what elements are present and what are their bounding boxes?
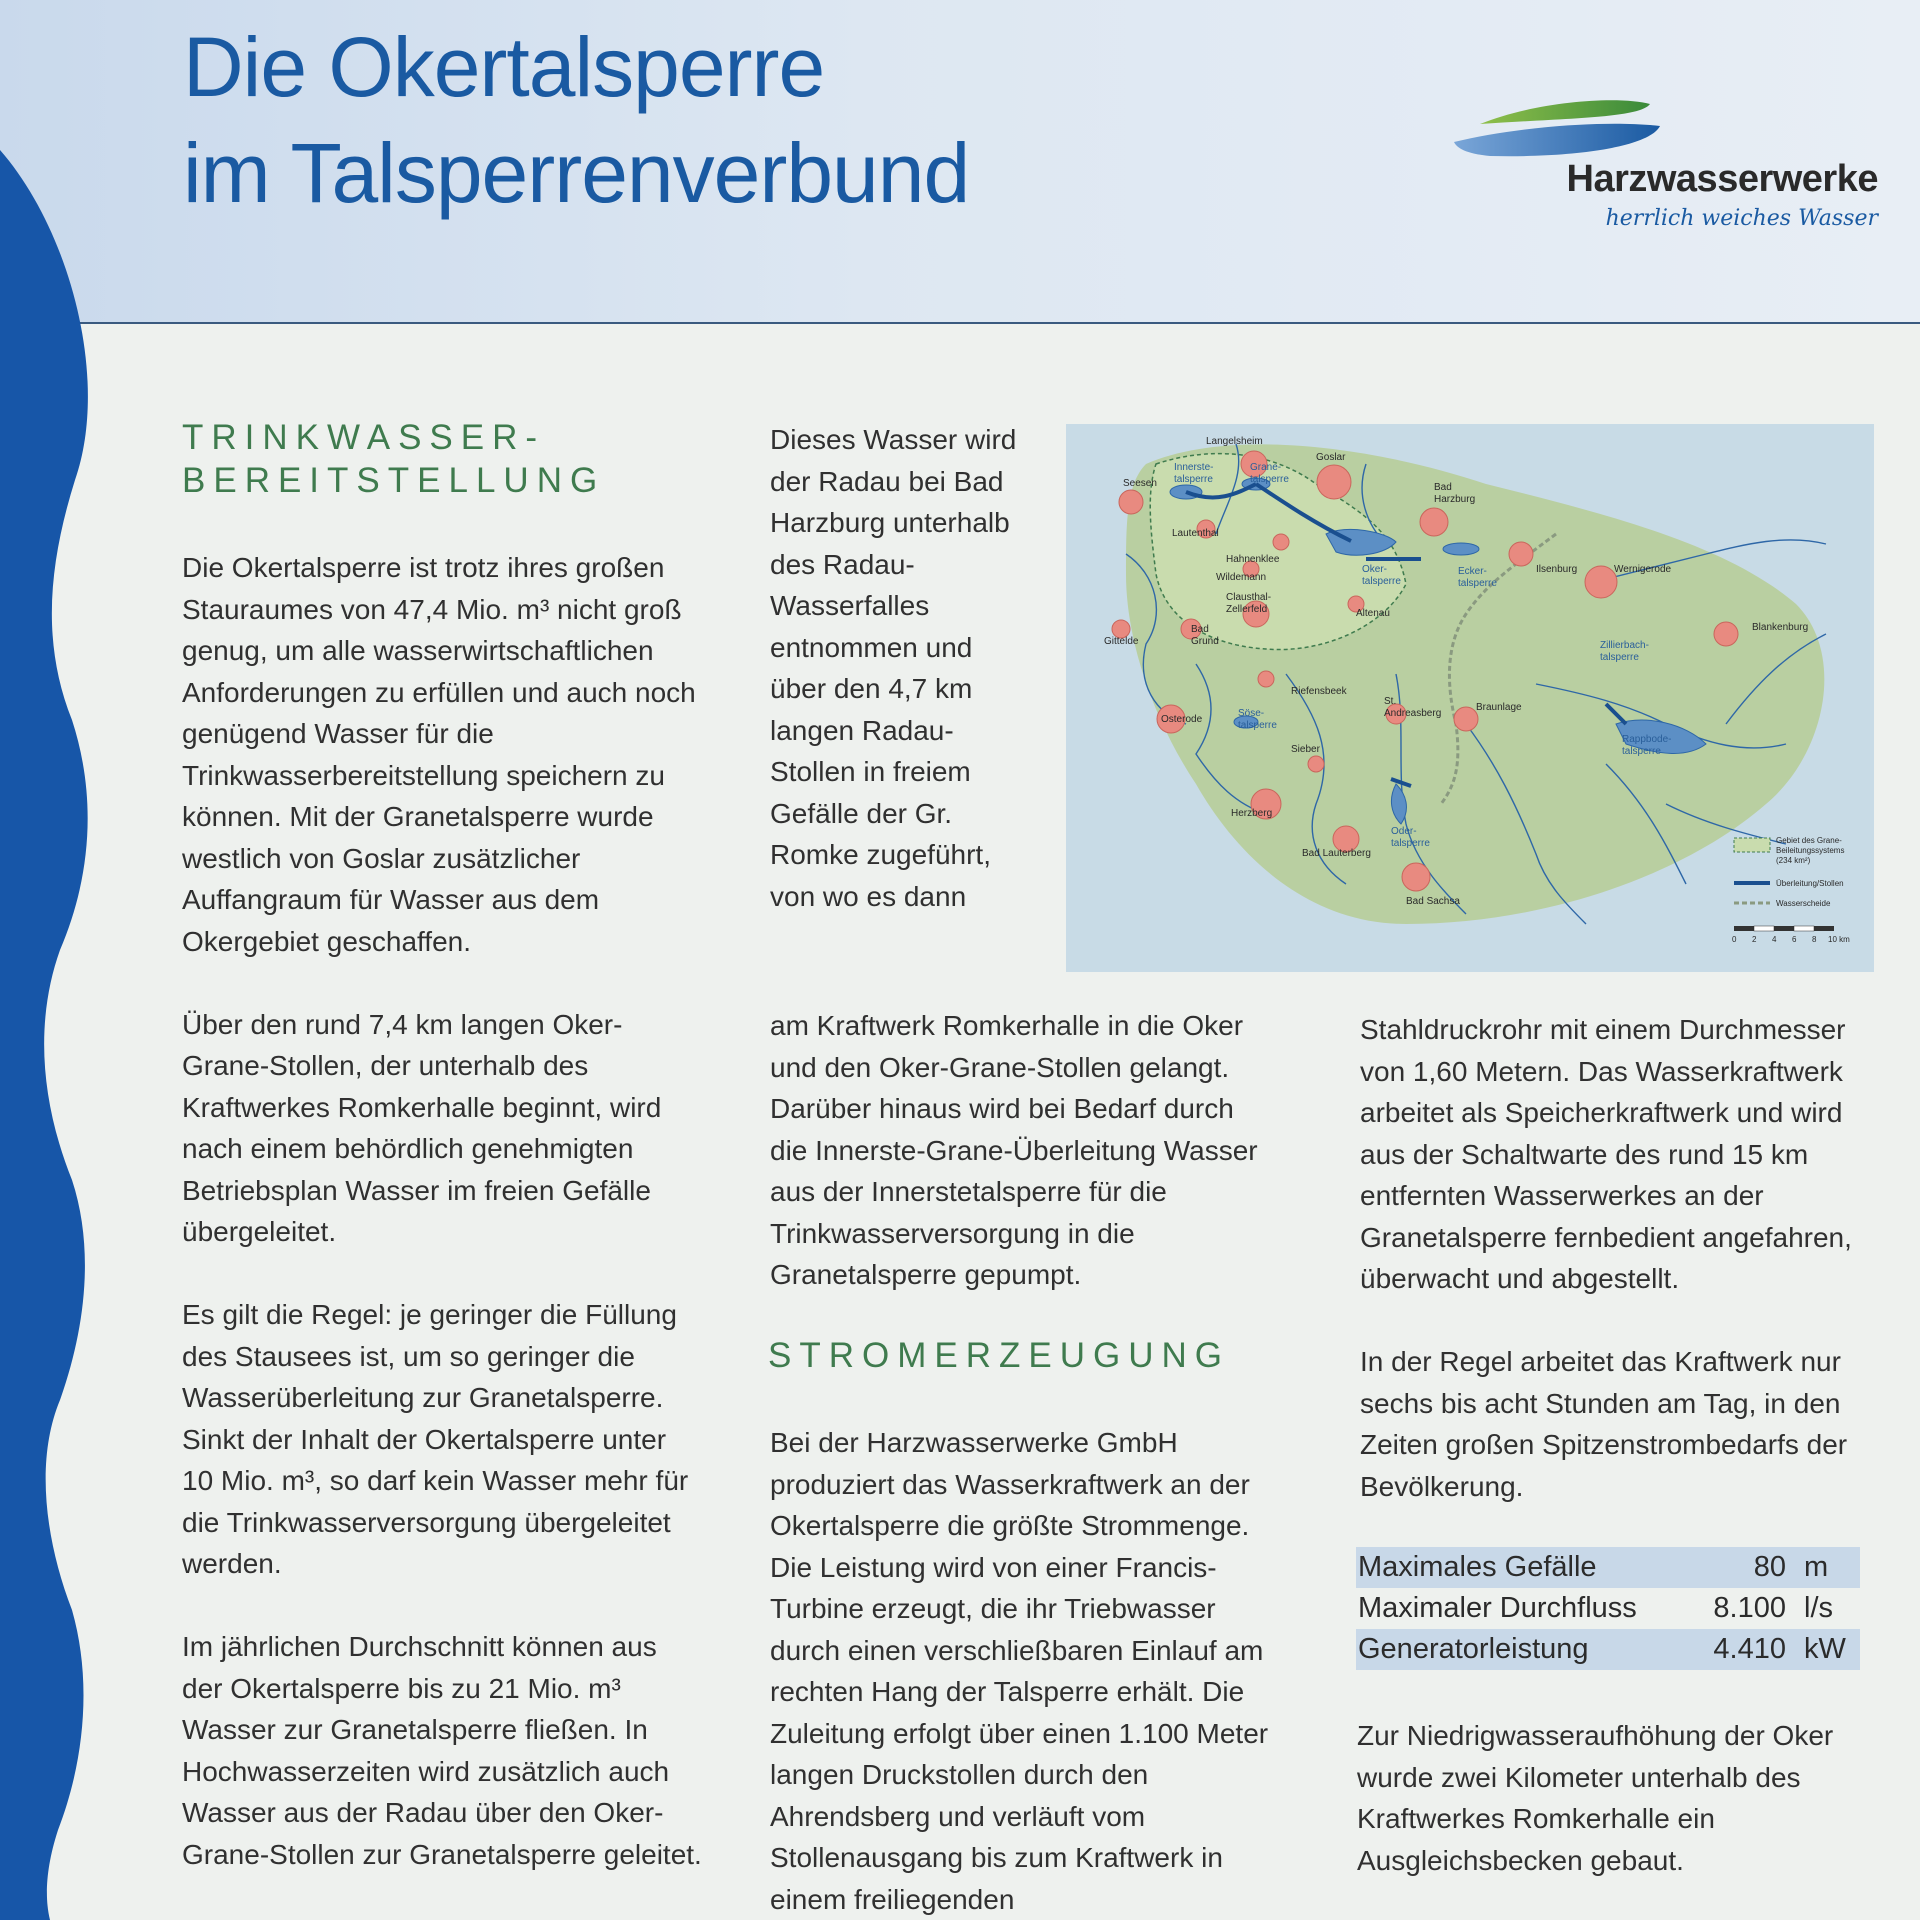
page-title <box>183 14 969 226</box>
logo-wordmark: Harzwasserwerke <box>1566 158 1878 200</box>
map-label-osterode: Osterode <box>1161 714 1203 725</box>
map-label-goslar: Goslar <box>1316 452 1346 463</box>
map-label-grane: Grane-talsperre <box>1250 462 1289 485</box>
legend-area-swatch <box>1734 838 1770 852</box>
title-line-1: Die Okertalsperre <box>183 20 825 114</box>
paragraph: Die Okertalsperre ist trotz ihres großen Stauraumes von 47,4 Mio. m³ nicht groß genug, um alle wasserwirtschaftlichen Anforderungen zu erfüllen und auch noch genügend Wasser für die Trinkwasserbereitstellung speichern zu können. Mit der Granetalsperre wurde westlich von Goslar zusätzlicher Auffangraum für Wasser aus dem Okergebiet geschaffen. <box>182 552 696 957</box>
map-label-ecker: Ecker-talsperre <box>1458 566 1497 589</box>
map-label-clausthal: Clausthal-Zellerfeld <box>1226 592 1272 615</box>
scale-tick: 0 <box>1732 935 1737 944</box>
spec-unit: kW <box>1804 1633 1846 1665</box>
map-label-bad-harzburg: Bad Harzburg <box>1434 482 1476 505</box>
paragraph: Es gilt die Regel: je geringer die Füllung des Stausees ist, um so geringer die Wasserüberleitung zur Granetalsperre. Sinkt der Inhalt der Okertalsperre unter 10 Mio. m³, so darf kein Wasser mehr für die Trinkwasserversorgung übergeleitet werden. <box>182 1299 689 1579</box>
header-divider <box>0 322 1920 324</box>
map-label-soese: Söse-talsperre <box>1238 708 1277 731</box>
scale-bar <box>1734 926 1834 931</box>
text-column-3-bottom <box>1357 1715 1877 1881</box>
map-label-hahnenklee: Hahnenklee <box>1226 554 1280 565</box>
scale-tick: 10 km <box>1828 935 1850 944</box>
map-label-wildemann: Wildemann <box>1216 572 1267 583</box>
text-column-1 <box>182 547 702 1917</box>
map-label-altenau: Altenau <box>1356 608 1390 619</box>
paragraph: In der Regel arbeitet das Kraftwerk nur sechs bis acht Stunden am Tag, in den Zeiten großen Spitzenstrombedarfs der Bevölkerung. <box>1360 1346 1848 1502</box>
map-label-langelsheim: Langelsheim <box>1206 436 1263 447</box>
heading-line-2: BEREITSTELLUNG <box>182 461 606 500</box>
text-column-2-lower <box>770 1422 1270 1920</box>
legend-watershed-label: Wasserscheide <box>1776 899 1831 908</box>
text-column-2-narrow <box>770 419 1030 917</box>
paragraph: Zur Niedrigwasseraufhöhung der Oker wurde zwei Kilometer unterhalb des Kraftwerkes Romkerhalle ein Ausgleichsbecken gebaut. <box>1357 1720 1834 1876</box>
map-label-innerste: Innerste-talsperre <box>1174 462 1214 485</box>
map-label-herzberg: Herzberg <box>1231 808 1273 819</box>
section-heading-stromerzeugung: STROMERZEUGUNG <box>768 1336 1230 1375</box>
map-label-riefensbeek: Riefensbeek <box>1291 686 1347 697</box>
reservoir-network-map <box>1066 424 1874 972</box>
map-label-gittelde: Gittelde <box>1104 636 1139 647</box>
spec-unit: l/s <box>1804 1592 1833 1624</box>
scale-tick: 8 <box>1812 935 1817 944</box>
legend-area-label: Gebiet des Grane-Beileitungssystems (234 km²) <box>1776 836 1845 865</box>
map-label-oker: Oker-talsperre <box>1362 564 1401 587</box>
map-label-braunlage: Braunlage <box>1476 702 1522 713</box>
map-label-blankenburg: Blankenburg <box>1752 622 1809 633</box>
map-label-rappbode: Rappbode-talsperre <box>1622 734 1672 757</box>
map-label-oder: Oder-talsperre <box>1391 826 1430 849</box>
map-label-seesen: Seesen <box>1123 478 1157 489</box>
text-column-3-middle <box>1360 1341 1880 1507</box>
paragraph: Bei der Harzwasserwerke GmbH produziert das Wasserkraftwerk an der Okertalsperre die größte Strommenge. Die Leistung wird von einer Francis-Turbine erzeugt, die ihr Triebwasser durch einen verschließbaren Einlauf am rechten Hang der Talsperre erhält. Die Zuleitung erfolgt über einen 1.100 Meter langen Druckstollen durch den Ahrendsberg und verläuft vom Stollenausgang bis zum Kraftwerk in einem freiliegenden <box>770 1427 1269 1915</box>
wave-decoration <box>0 0 100 1920</box>
spec-value: 8.100 <box>1713 1592 1786 1624</box>
paragraph: am Kraftwerk Romkerhalle in die Oker und den Oker-Grane-Stollen gelangt. Darüber hinaus wird bei Bedarf durch die Innerste-Grane-Überleitung Wasser aus der Innerstetalsperre für die Trinkwasserversorgung in die Granetalsperre gepumpt. <box>770 1010 1258 1290</box>
spec-row <box>1356 1588 1860 1629</box>
map-label-bad-sachsa: Bad Sachsa <box>1406 896 1460 907</box>
map-graphic <box>1066 424 1874 972</box>
spec-table <box>1356 1547 1860 1670</box>
paragraph: Dieses Wasser wird der Radau bei Bad Harzburg unterhalb des Radau-Wasserfalles entnommen und über den 4,7 km langen Radau-Stollen in freiem Gefälle der Gr. Romke zugeführt, von wo es dann <box>770 424 1017 912</box>
section-heading-trinkwasser <box>182 416 605 502</box>
spec-row <box>1356 1629 1860 1670</box>
scale-tick: 4 <box>1772 935 1777 944</box>
paragraph: Über den rund 7,4 km langen Oker-Grane-Stollen, der unterhalb des Kraftwerkes Romkerhalle beginnt, wird nach einem behördlich genehmigten Betriebsplan Wasser im freien Gefälle übergeleitet. <box>182 1008 662 1247</box>
map-label-bad-lauterberg: Bad Lauterberg <box>1302 848 1371 859</box>
title-line-2: im Talsperrenverbund <box>183 126 970 220</box>
scale-tick: 6 <box>1792 935 1797 944</box>
logo-tagline: herrlich weiches Wasser <box>1605 206 1878 231</box>
map-label-ilsenburg: Ilsenburg <box>1536 564 1578 575</box>
legend-tunnel-label: Überleitung/Stollen <box>1776 879 1844 888</box>
spec-label: Maximales Gefälle <box>1358 1551 1597 1583</box>
spec-row <box>1356 1547 1860 1588</box>
paragraph: Stahldruckrohr mit einem Durchmesser von 1,60 Metern. Das Wasserkraftwerk arbeitet als Speicherkraftwerk und wird aus der Schaltwarte des rund 15 km entfernten Wasserwerkes an der Granetalsperre fernbedient angefahren, überwacht und abgestellt. <box>1360 1014 1852 1294</box>
paragraph: Im jährlichen Durchschnitt können aus der Okertalsperre bis zu 21 Mio. m³ Wasser zur Granetalsperre fließen. In Hochwasserzeiten wird zusätzlich auch Wasser aus der Radau über den Oker-Grane-Stollen zur Granetalsperre geleitet. <box>182 1631 702 1870</box>
spec-label: Generatorleistung <box>1358 1633 1589 1665</box>
spec-value: 4.410 <box>1713 1633 1786 1665</box>
scale-tick: 2 <box>1752 935 1757 944</box>
heading-line-1: TRINKWASSER- <box>182 418 546 457</box>
map-label-lautenthal: Lautenthal <box>1172 528 1219 539</box>
map-label-st-andreasberg: St. Andreasberg <box>1384 696 1442 719</box>
spec-label: Maximaler Durchfluss <box>1358 1592 1637 1624</box>
map-label-bad-grund: Bad Grund <box>1191 624 1219 647</box>
map-label-zillierbach: Zillierbach-talsperre <box>1600 640 1649 663</box>
spec-unit: m <box>1804 1551 1829 1583</box>
harzwasserwerke-logo <box>1450 96 1890 236</box>
text-column-2-wide <box>770 1005 1270 1296</box>
map-label-wernigerode: Wernigerode <box>1614 564 1672 575</box>
text-column-3-top <box>1360 1009 1880 1300</box>
map-label-sieber: Sieber <box>1291 744 1320 755</box>
spec-value: 80 <box>1753 1551 1786 1583</box>
